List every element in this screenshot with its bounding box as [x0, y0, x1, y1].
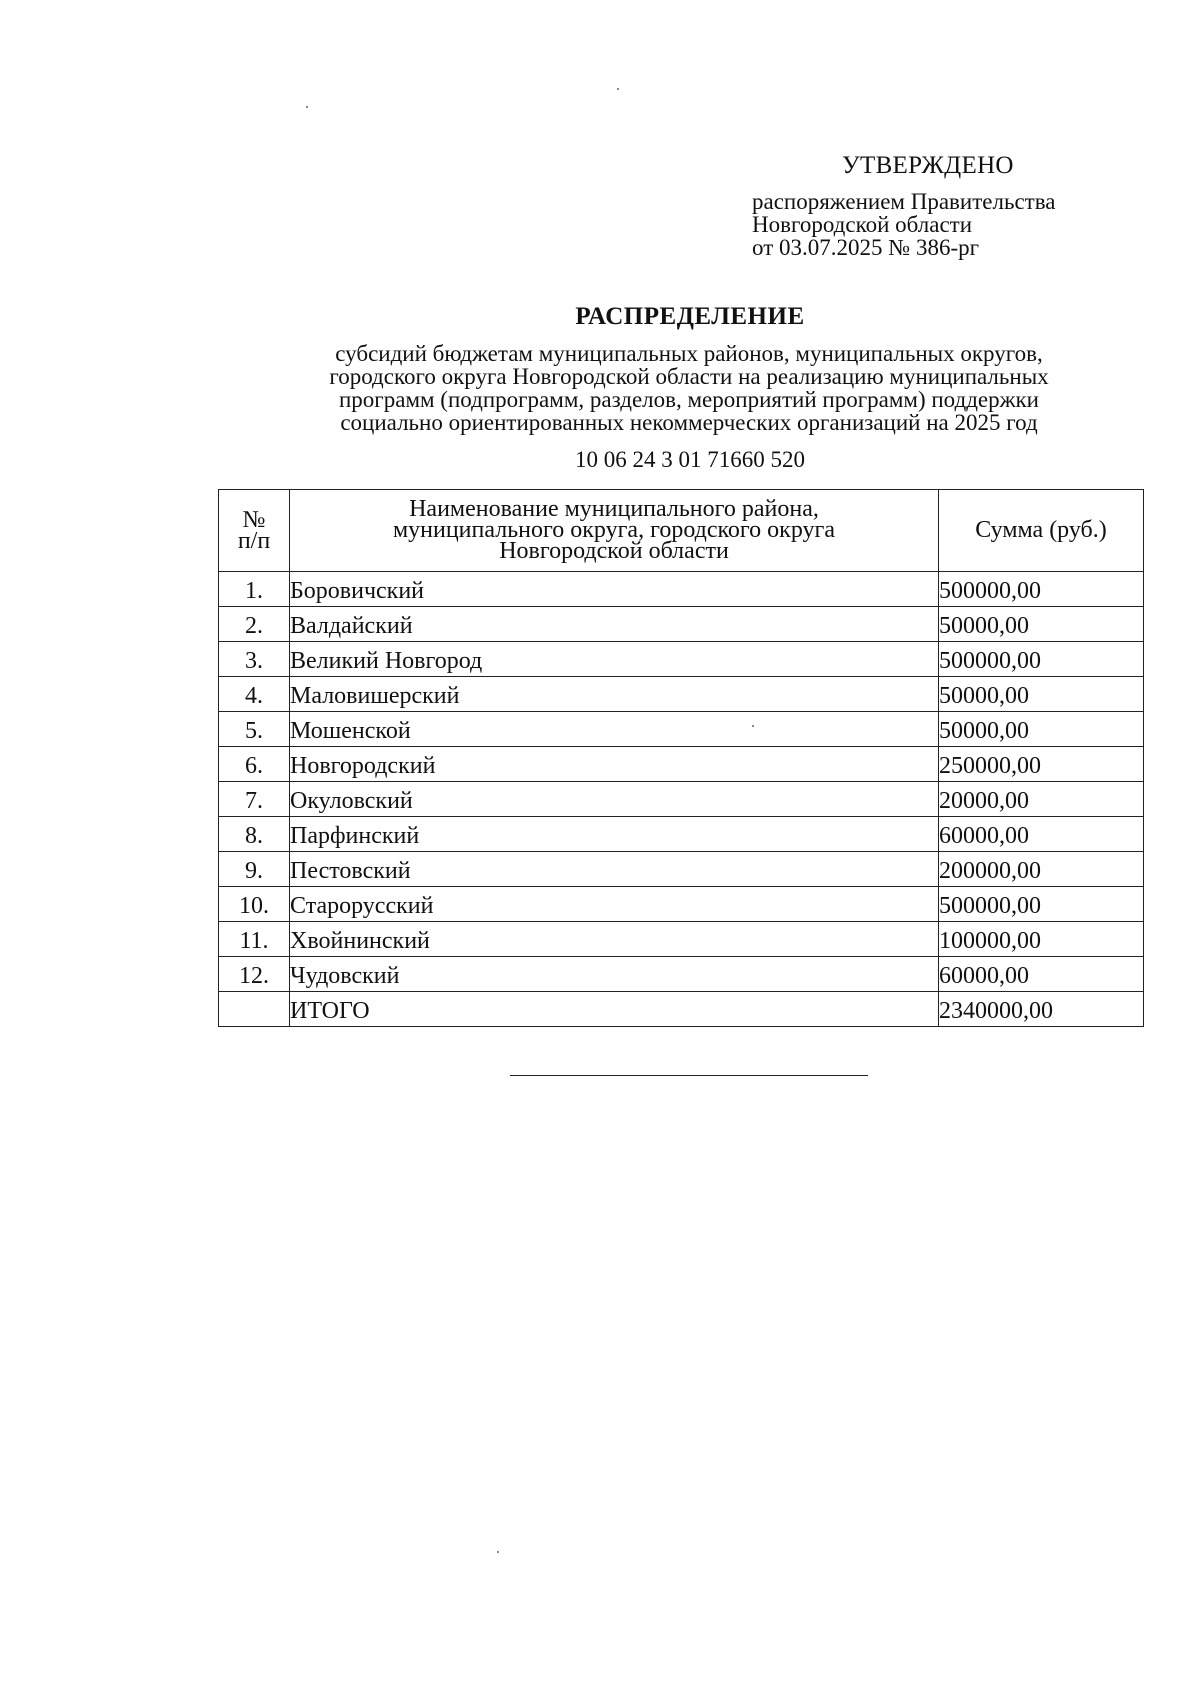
row-number: 6. — [219, 747, 290, 782]
row-name: Окуловский — [290, 782, 939, 817]
header-name-line: Наименование муниципального района, — [409, 496, 819, 522]
row-sum: 500000,00 — [939, 642, 1144, 677]
row-sum: 100000,00 — [939, 922, 1144, 957]
table-row — [219, 572, 1144, 607]
table-row — [219, 852, 1144, 887]
row-number: 5. — [219, 712, 290, 747]
scan-speck — [497, 1551, 499, 1553]
row-sum: 50000,00 — [939, 712, 1144, 747]
row-number: 2. — [219, 607, 290, 642]
total-number — [219, 992, 290, 1027]
header-sum: Сумма (руб.) — [939, 490, 1144, 572]
row-name: Боровичский — [290, 572, 939, 607]
approval-block — [752, 190, 1055, 259]
header-number-line: № — [242, 506, 266, 533]
row-name: Маловишерский — [290, 677, 939, 712]
table-row — [219, 642, 1144, 677]
row-number: 1. — [219, 572, 290, 607]
row-number: 12. — [219, 957, 290, 992]
scan-speck — [617, 88, 619, 90]
row-sum: 500000,00 — [939, 887, 1144, 922]
row-sum: 60000,00 — [939, 957, 1144, 992]
row-number: 9. — [219, 852, 290, 887]
scan-speck — [752, 725, 754, 727]
subtitle-line: социально ориентированных некоммерческих организаций на 2025 год — [340, 410, 1038, 435]
total-row — [219, 992, 1144, 1027]
header-name — [290, 490, 939, 572]
approval-line: Новгородской области — [752, 212, 973, 237]
row-name: Валдайский — [290, 607, 939, 642]
document-subtitle — [219, 342, 1159, 434]
total-label: ИТОГО — [290, 992, 939, 1027]
header-number-line: п/п — [237, 527, 271, 554]
row-name: Чудовский — [290, 957, 939, 992]
table-row — [219, 817, 1144, 852]
total-sum: 2340000,00 — [939, 992, 1144, 1027]
table-row — [219, 747, 1144, 782]
subtitle-line: субсидий бюджетам муниципальных районов, муниципальных округов, — [335, 341, 1043, 366]
subtitle-line: программ (подпрограмм, разделов, мероприятий программ) поддержки — [339, 387, 1039, 412]
closing-divider — [510, 1075, 868, 1076]
document-title: РАСПРЕДЕЛЕНИЕ — [575, 303, 805, 330]
table-row — [219, 607, 1144, 642]
header-number — [219, 490, 290, 572]
row-sum: 50000,00 — [939, 677, 1144, 712]
row-name: Новгородский — [290, 747, 939, 782]
table-row — [219, 782, 1144, 817]
row-number: 11. — [219, 922, 290, 957]
row-number: 10. — [219, 887, 290, 922]
row-sum: 60000,00 — [939, 817, 1144, 852]
row-number: 7. — [219, 782, 290, 817]
row-number: 8. — [219, 817, 290, 852]
row-number: 4. — [219, 677, 290, 712]
table-row — [219, 957, 1144, 992]
table-row — [219, 922, 1144, 957]
row-name: Хвойнинский — [290, 922, 939, 957]
table-row — [219, 712, 1144, 747]
row-number: 3. — [219, 642, 290, 677]
header-name-line: муниципального округа, городского округа — [392, 517, 836, 543]
row-sum: 50000,00 — [939, 607, 1144, 642]
row-name: Пестовский — [290, 852, 939, 887]
row-sum: 20000,00 — [939, 782, 1144, 817]
subtitle-line: городского округа Новгородской области на реализацию муниципальных — [329, 364, 1049, 389]
scan-speck — [306, 106, 308, 108]
row-sum: 500000,00 — [939, 572, 1144, 607]
approval-line: распоряжением Правительства — [752, 189, 1056, 214]
budget-code: 10 06 24 3 01 71660 520 — [575, 447, 805, 472]
row-name: Старорусский — [290, 887, 939, 922]
row-name: Парфинский — [290, 817, 939, 852]
row-name: Великий Новгород — [290, 642, 939, 677]
header-name-line: Новгородской области — [499, 538, 729, 564]
row-sum: 250000,00 — [939, 747, 1144, 782]
approval-line: от 03.07.2025 № 386-рг — [752, 235, 980, 260]
row-sum: 200000,00 — [939, 852, 1144, 887]
row-name: Мошенской — [290, 712, 939, 747]
distribution-table — [218, 489, 1144, 1027]
approval-stamp: УТВЕРЖДЕНО — [842, 152, 1014, 179]
table-row — [219, 887, 1144, 922]
table-row — [219, 677, 1144, 712]
table-header-row — [219, 490, 1144, 572]
